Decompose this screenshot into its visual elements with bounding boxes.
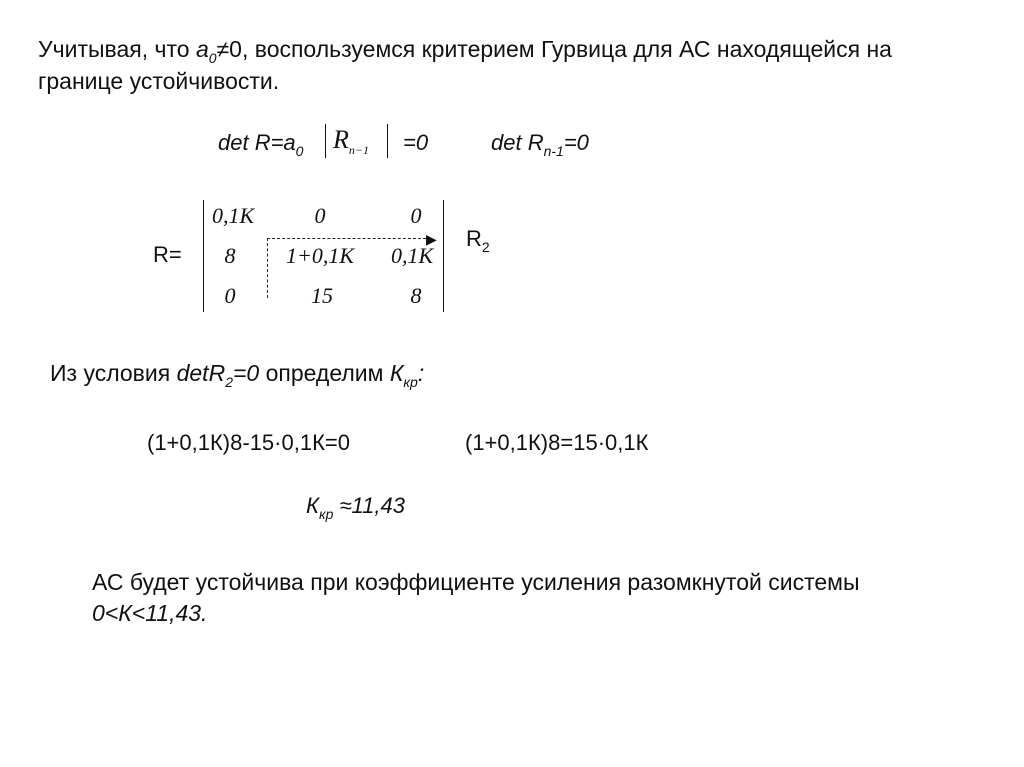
not-equal-sign: ≠: [216, 36, 230, 62]
matrix-cell-2-1: 15: [311, 283, 333, 308]
kcr-value: $К_{кр} \approx 11,43$: [306, 493, 405, 522]
minor-arrow-head: ▶: [426, 231, 437, 247]
matrix-cell-1-1: 1+0,1К: [286, 243, 354, 268]
det-R-symbol: $R_{n-1}$: [333, 125, 369, 157]
matrix-cell-1-2: 0,1К: [390, 243, 434, 268]
det-equals-zero: =0: [403, 130, 429, 155]
matrix-cell-2-2: 8: [410, 283, 422, 308]
matrix-cell-1-0: 8: [224, 243, 236, 268]
matrix-label: R=: [153, 242, 182, 267]
det-equation: $\det R=a_0$: [218, 130, 304, 159]
matrix-cell-0-2: 0: [410, 203, 422, 228]
matrix-cell-0-0: 0,1К: [211, 203, 255, 228]
matrix-cell-2-0: 0: [224, 283, 236, 308]
a-symbol: a: [195, 36, 209, 62]
equation-2: (1+0,1К)8=15·0,1К: [465, 430, 649, 455]
intro-line-1: Учитывая, что $a_0\ne 0$, воспользуемся критерием Гурвица для АС находящейся на: [38, 36, 892, 66]
condition-line: Из условия detR$_2$=0 определим $К_{кр}$:: [50, 360, 425, 390]
conclusion-line-2: 0<К<11,43.: [92, 600, 208, 626]
intro-line-2: границе устойчивости.: [38, 68, 280, 94]
matrix-cell-0-1: 0: [314, 203, 326, 228]
r2-label: $R_2$: [466, 226, 490, 255]
det-bar-left: [325, 124, 326, 158]
minor-dotted-top: [267, 238, 431, 239]
det-rn-1-equation: $\det R_{n-1}=0$: [491, 130, 589, 159]
minor-dotted-left: [267, 238, 268, 298]
conclusion-line-1: АС будет устойчива при коэффициенте усиления разомкнутой системы: [92, 569, 860, 595]
det-bar-right: [387, 124, 388, 158]
equation-1: (1+0,1К)8-15·0,1К=0: [147, 430, 350, 455]
